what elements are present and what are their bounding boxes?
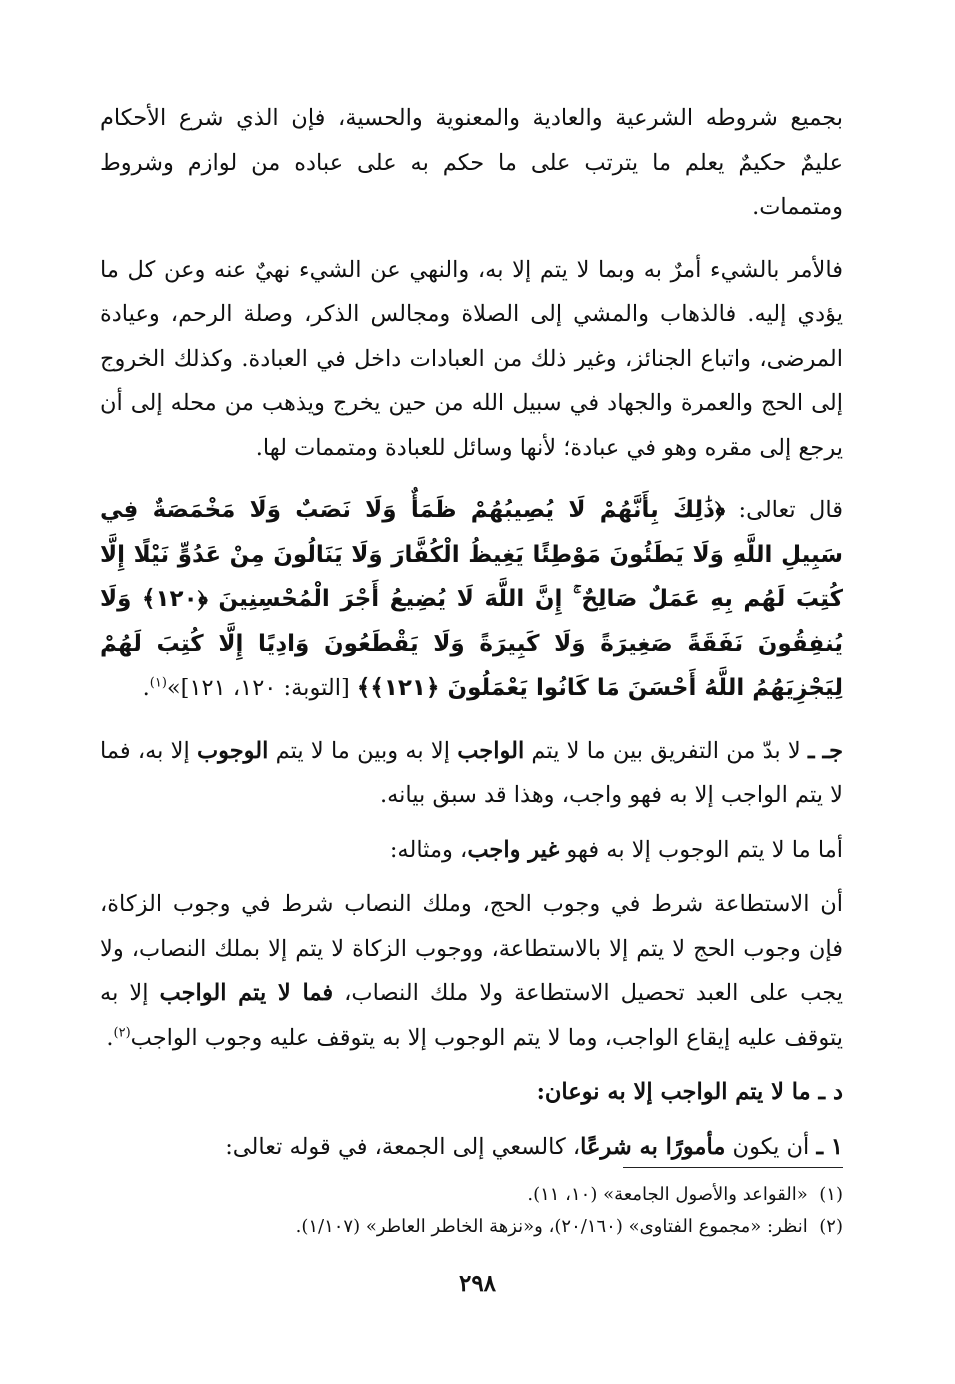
- section-heading-dal: [100, 1070, 843, 1115]
- term-wujub: الوجوب: [196, 737, 269, 764]
- paragraph-2: فالأمر بالشيء أمرٌ به وبما لا يتم إلا به، والنهي عن الشيء نهيٌ عنه وعن كل ما يؤدي إليه. فالذهاب والمشي إلى الصلاة ومجالس الذكر، وصلة الرحم، وعيادة المرضى، واتباع الجنائز، وغير ذلك من العبادات داخل في العبادة. وكذلك الخروج إلى الحج والعمرة والجهاد في سبيل الله من حين يخرج ويذهب من محله إلى أن يرجع إلى مقره وهو في عبادة؛ لأنها وسائل للعبادة ومتممات لها.: [100, 256, 843, 461]
- text-run: أما ما لا يتم الوجوب إلا به فهو: [559, 836, 843, 863]
- text-run: أن الاستطاعة شرط في وجوب الحج، وملك النصاب شرط في وجوب الزكاة، فإن وجوب الحج لا يتم إلا بالاستطاعة، ووجوب الزكاة لا يتم إلا بملك النصاب، ولا يجب على العبد تحصيل الاستطاعة ولا ملك النصاب،: [100, 891, 843, 1006]
- heading-text: د ـ ما لا يتم الواجب إلا به نوعان:: [536, 1079, 843, 1105]
- term-not-wajib: غير واجب: [467, 836, 560, 863]
- quran-paragraph: [100, 488, 843, 711]
- item-number: ١ ـ: [816, 1133, 843, 1160]
- footnote-number: (١): [819, 1184, 843, 1205]
- paragraph-item-1: [100, 1125, 843, 1170]
- text-run: لا بدّ من التفريق بين ما لا يتم: [524, 737, 808, 764]
- paragraph-1: بجميع شروطه الشرعية والعادية والمعنوية والحسية، فإن الذي شرع الأحكام عليمٌ حكيمٌ يعلم ما يترتب على ما حكم به على عباده من لوازم وشروط ومتممات.: [100, 105, 843, 220]
- footnote-divider: [623, 1167, 843, 1168]
- section-marker-jeem: جـ ـ: [807, 737, 843, 764]
- paragraph-example-intro: [100, 828, 843, 873]
- text-run: ، ومثاله:: [389, 836, 468, 863]
- footnote-text: انظر: «مجموع الفتاوى» (٢٠/١٦٠)، و«نزهة الخاطر العاطر» (١/١٠٧).: [295, 1216, 808, 1237]
- footnote-2: [100, 1212, 843, 1242]
- quran-verse: ﴿ذَٰلِكَ بِأَنَّهُمْ لَا يُصِيبُهُمْ ظَمَأٌ وَلَا نَصَبٌ وَلَا مَخْمَصَةٌ فِي سَبِيلِ اللَّهِ وَلَا يَطَئُونَ مَوْطِئًا يَغِيظُ الْكُفَّارَ وَلَا يَنَالُونَ مِنْ عَدُوٍّ نَيْلًا إِلَّا كُتِبَ لَهُم بِهِ عَمَلٌ صَالِحٌ ۚ إِنَّ اللَّهَ لَا يُضِيعُ أَجْرَ الْمُحْسِنِينَ ﴿١٢٠﴾ وَلَا يُنفِقُونَ نَفَقَةً صَغِيرَةً وَلَا كَبِيرَةً وَلَا يَقْطَعُونَ وَادِيًا إِلَّا كُتِبَ لَهُمْ لِيَجْزِيَهُمُ اللَّهُ أَحْسَنَ مَا كَانُوا يَعْمَلُونَ ﴿١٢١﴾﴾: [100, 497, 843, 701]
- sentence-end: .: [106, 1024, 114, 1051]
- sentence-end: .: [142, 675, 150, 701]
- footnote-ref-1: (١): [149, 675, 167, 691]
- footnote-text: «القواعد والأصول الجامعة» (١٠، ١١).: [527, 1184, 808, 1205]
- footnote-ref-2: (٢): [113, 1025, 131, 1040]
- paragraph-example: [100, 882, 843, 1060]
- quran-reference: [التوبة: ١٢٠، ١٢١]»: [166, 675, 357, 701]
- bold-phrase: فما لا يتم الواجب: [159, 980, 334, 1006]
- bold-phrase: مأمورًا به شرعًا: [580, 1133, 726, 1160]
- quran-intro: قال تعالى:: [725, 497, 843, 523]
- term-wajib: الواجب: [457, 737, 525, 764]
- page-number: ٢٩٨: [458, 1270, 497, 1297]
- paragraph-jeem: [100, 729, 843, 818]
- text-run: إلا به، فما لا يتم الواجب إلا به فهو واجب، وهذا قد سبق بيانه.: [100, 737, 843, 808]
- footnote-number: (٢): [819, 1216, 843, 1237]
- text-run: ، كالسعي إلى الجمعة، في قوله تعالى:: [225, 1133, 581, 1160]
- text-run: أن يكون: [725, 1133, 817, 1160]
- text-run: إلا به وبين ما لا يتم: [268, 737, 458, 764]
- text-run: إلا به يتوقف عليه إيقاع الواجب، وما لا يتم الوجوب إلا به يتوقف عليه وجوب الواجب: [100, 980, 843, 1051]
- footnote-1: [100, 1180, 843, 1210]
